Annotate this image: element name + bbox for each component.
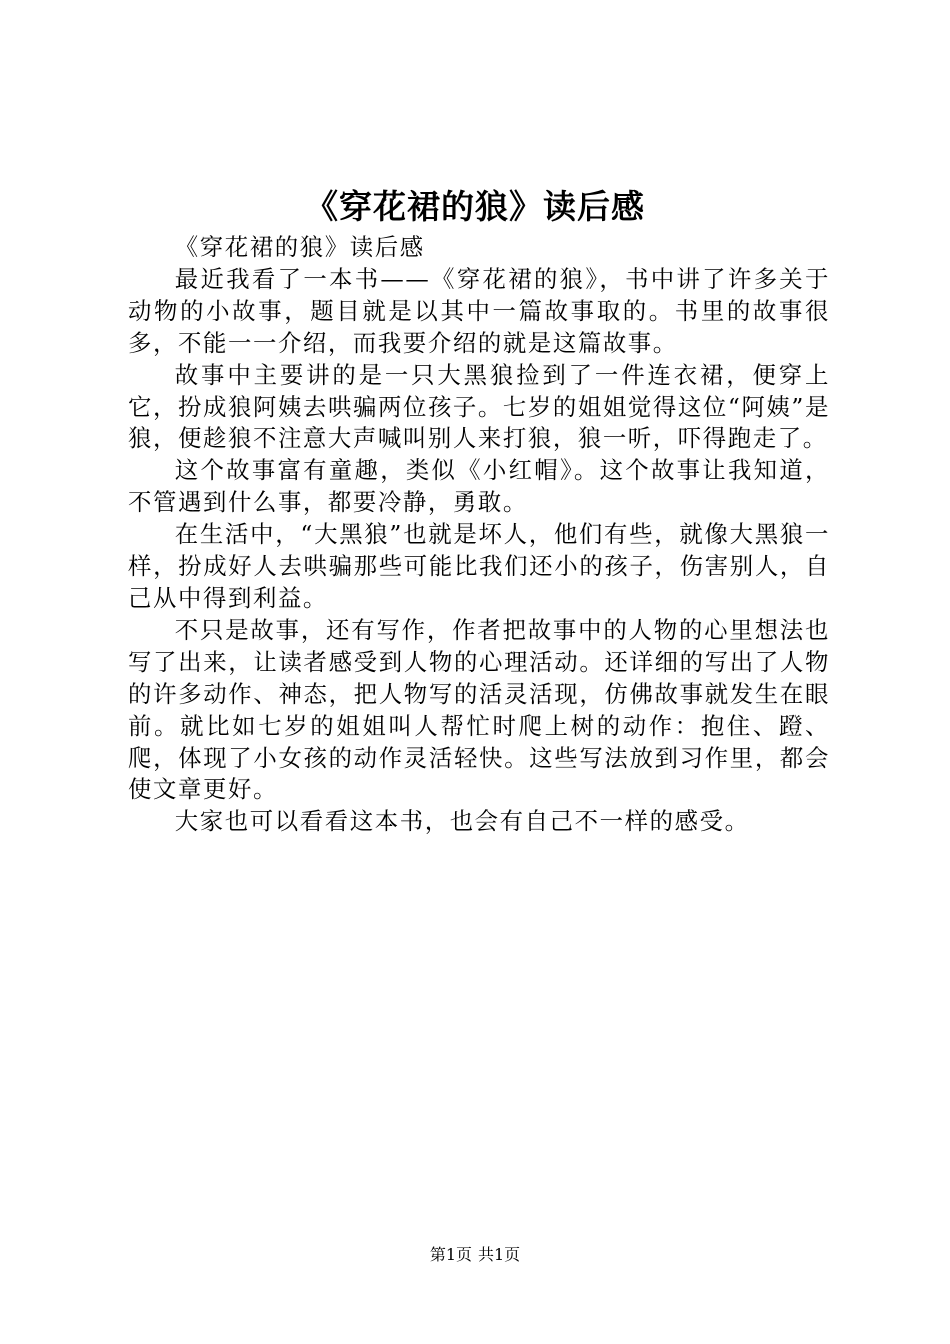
page-number: 第1页 [429,1245,472,1264]
paragraph-subtitle: 《穿花裙的狼》读后感 [174,233,425,261]
paragraph: 大家也可以看看这本书，也会有自己不一样的感受。 [174,807,750,836]
paragraph: 故事中主要讲的是一只大黑狼捡到了一件连衣裙，便穿上它，扮成狼阿姨去哄骗两位孩子。七岁的姐姐觉得这位“阿姨”是狼，便趁狼不注意大声喊叫别人来打狼，狼一听，吓得跑走了。 [128,360,830,453]
paragraph: 在生活中，“大黑狼”也就是坏人，他们有些，就像大黑狼一样，扮成好人去哄骗那些可能比我们还小的孩子，伤害别人，自己从中得到利益。 [128,520,830,612]
page-footer [0,1244,950,1266]
document-body [128,232,830,838]
paragraph: 这个故事富有童趣，类似《小红帽》。这个故事让我知道，不管遇到什么事，都要冷静，勇敢。 [128,456,830,517]
paragraph: 不只是故事，还有写作，作者把故事中的人物的心里想法也写了出来，让读者感受到人物的心理活动。还详细的写出了人物的许多动作、神态，把人物写的活灵活现，仿佛故事就发生在眼前。就比如七岁的姐姐叫人帮忙时爬上树的动作：抱住、蹬、爬，体现了小女孩的动作灵活轻快。这些写法放到习作里，都会使文章更好。 [128,615,830,804]
paragraph: 最近我看了一本书——《穿花裙的狼》，书中讲了许多关于动物的小故事，题目就是以其中一篇故事取的。书里的故事很多，不能一一介绍，而我要介绍的就是这篇故事。 [128,264,830,357]
document-title: 《穿花裙的狼》读后感 [305,187,645,226]
page-total: 共1页 [478,1245,521,1264]
